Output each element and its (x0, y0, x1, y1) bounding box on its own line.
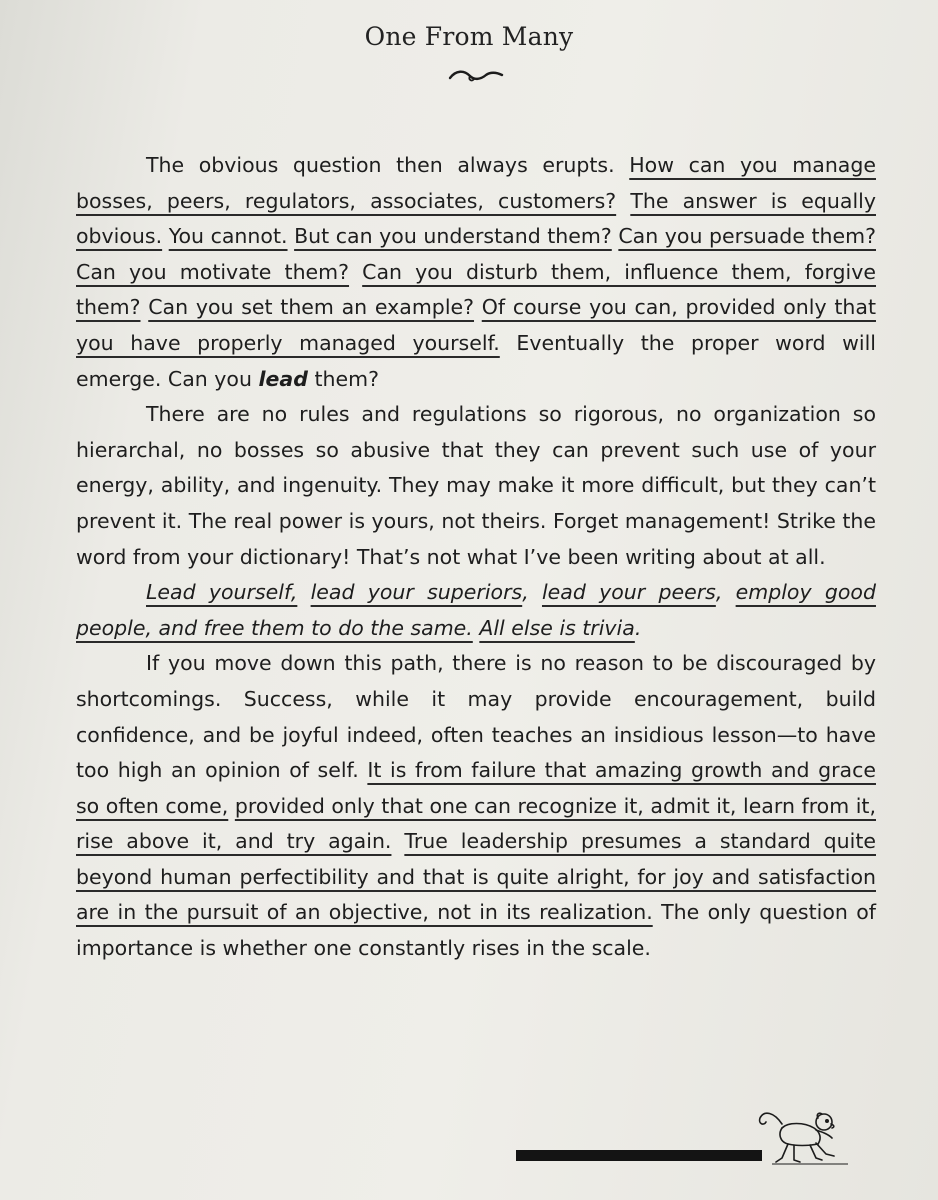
text-run: . (634, 615, 642, 640)
text-run: , (715, 580, 736, 605)
text-run (162, 224, 169, 248)
underlined-phrase: lead your superiors (310, 580, 523, 605)
paragraph (76, 397, 876, 575)
underlined-phrase: How can you manage bosses, peers, regulators, associates, customers? (76, 153, 876, 213)
text-run: The only question of importance is whether one constantly rises in the scale. (76, 900, 876, 961)
underlined-phrase: Can you motivate them? (76, 259, 350, 284)
underlined-phrase: All else is trivia (479, 615, 635, 640)
emphasis-word: lead (258, 366, 308, 391)
text-run (297, 580, 310, 604)
decorative-bar (516, 1150, 762, 1161)
text-run: The obvious question then always erupts. (146, 153, 630, 177)
text-run (474, 295, 482, 319)
text-run: There are no rules and regulations so rigorous, no organization so hierarchal, no bosses so abusive that they can prevent such use of your energy, ability, and ingenuity. They may make it more difficult, but they can’t prevent it. The real power is yours, not theirs. Forget management! Strike the word from your dictionary! That’s not what I’ve been writing about at all. (76, 402, 876, 569)
underlined-phrase: You cannot. (168, 224, 288, 249)
paragraph (76, 646, 876, 966)
body-text (76, 148, 876, 967)
paragraph (76, 575, 876, 646)
underlined-phrase: Can you disturb them, influence them, forgive them? (76, 259, 876, 320)
underlined-phrase: It is from failure that amazing growth and grace so often come, (76, 758, 876, 818)
text-run (391, 829, 404, 853)
underlined-phrase: The answer is equally obvious. (76, 188, 876, 249)
text-run: them? (307, 366, 379, 391)
text-run (616, 189, 630, 213)
text-run: If you move down this path, there is no reason to be discouraged by shortcomings. Success, while it may provide encouragement, build confidence, and be joyful indeed, often teaches an insidious lesson—to have too high an opinion of self. (76, 651, 876, 783)
underlined-phrase: lead your peers (541, 580, 716, 605)
underlined-phrase: Can you persuade them? (618, 224, 876, 249)
text-run: Eventually the proper word will emerge. Can you (76, 330, 876, 391)
text-run: , (522, 580, 542, 605)
paragraph (76, 148, 876, 397)
underlined-phrase: Lead yourself, (146, 580, 298, 605)
underlined-phrase: But can you understand them? (294, 224, 612, 249)
underlined-phrase: employ good people, and free them to do the same. (76, 580, 876, 640)
text-run (349, 260, 362, 284)
flourish-icon (446, 66, 506, 86)
underlined-phrase: Can you set them an example? (148, 295, 475, 320)
underlined-phrase: True leadership presumes a standard quite beyond human perfectibility and that is quite alright, for joy and satisfaction are in the pursuit of an objective, not in its realization. (76, 829, 876, 925)
page-title: One From Many (364, 22, 574, 51)
underlined-phrase: provided only that one can recognize it, admit it, learn from it, rise above it, and try again. (76, 793, 876, 854)
underlined-phrase: Of course you can, provided only that you have properly managed yourself. (76, 295, 876, 355)
monkey-icon (752, 1104, 852, 1168)
